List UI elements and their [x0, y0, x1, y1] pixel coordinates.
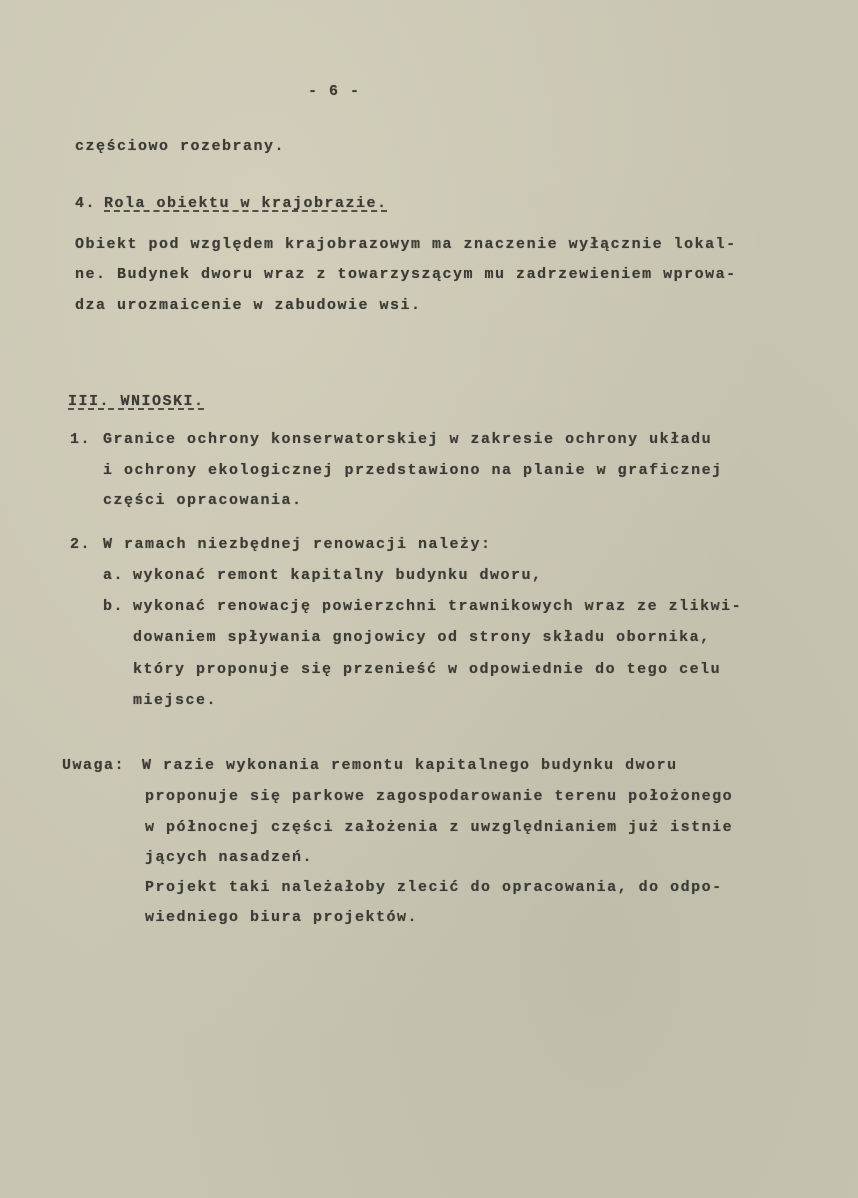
note-line: proponuje się parkowe zagospodarowanie terenu położonego: [145, 788, 734, 805]
item-1-line: części opracowania.: [103, 492, 303, 509]
item-1-number: 1.: [70, 431, 92, 448]
note-label: Uwaga:: [62, 757, 126, 774]
page-number: - 6 -: [308, 83, 361, 100]
continuation-text: częściowo rozebrany.: [75, 138, 286, 155]
subitem-a-text: wykonać remont kapitalny budynku dworu,: [133, 567, 543, 584]
subitem-b-line: dowaniem spływania gnojowicy od strony składu obornika,: [133, 629, 711, 646]
subitem-b-line: który proponuje się przenieść w odpowiednie do tego celu: [133, 661, 722, 678]
note-line: w północnej części założenia z uwzględnianiem już istnie: [145, 819, 734, 836]
item-1-line: Granice ochrony konserwatorskiej w zakresie ochrony układu: [103, 431, 713, 448]
paragraph-line: Obiekt pod względem krajobrazowym ma znaczenie wyłącznie lokal-: [75, 236, 737, 253]
section-3-heading: III. WNIOSKI.: [68, 393, 205, 410]
paragraph-line: ne. Budynek dworu wraz z towarzyszącym mu zadrzewieniem wprowa-: [75, 266, 737, 283]
section-4-heading: Rola obiektu w krajobrazie.: [104, 195, 388, 212]
paragraph-line: dza urozmaicenie w zabudowie wsi.: [75, 297, 422, 314]
item-2-intro: W ramach niezbędnej renowacji należy:: [103, 536, 492, 553]
note-line: wiedniego biura projektów.: [145, 909, 419, 926]
subitem-a-label: a.: [103, 567, 125, 584]
item-2-number: 2.: [70, 536, 92, 553]
note-line: W razie wykonania remontu kapitalnego budynku dworu: [142, 757, 678, 774]
subitem-b-line: wykonać renowację powierzchni trawnikowych wraz ze zlikwi-: [133, 598, 743, 615]
subitem-b-line: miejsce.: [133, 692, 218, 709]
note-line: Projekt taki należałoby zlecić do opracowania, do odpo-: [145, 879, 723, 896]
section-4-number: 4.: [75, 195, 97, 212]
subitem-b-label: b.: [103, 598, 125, 615]
item-1-line: i ochrony ekologicznej przedstawiono na planie w graficznej: [103, 462, 723, 479]
note-line: jących nasadzeń.: [145, 849, 314, 866]
